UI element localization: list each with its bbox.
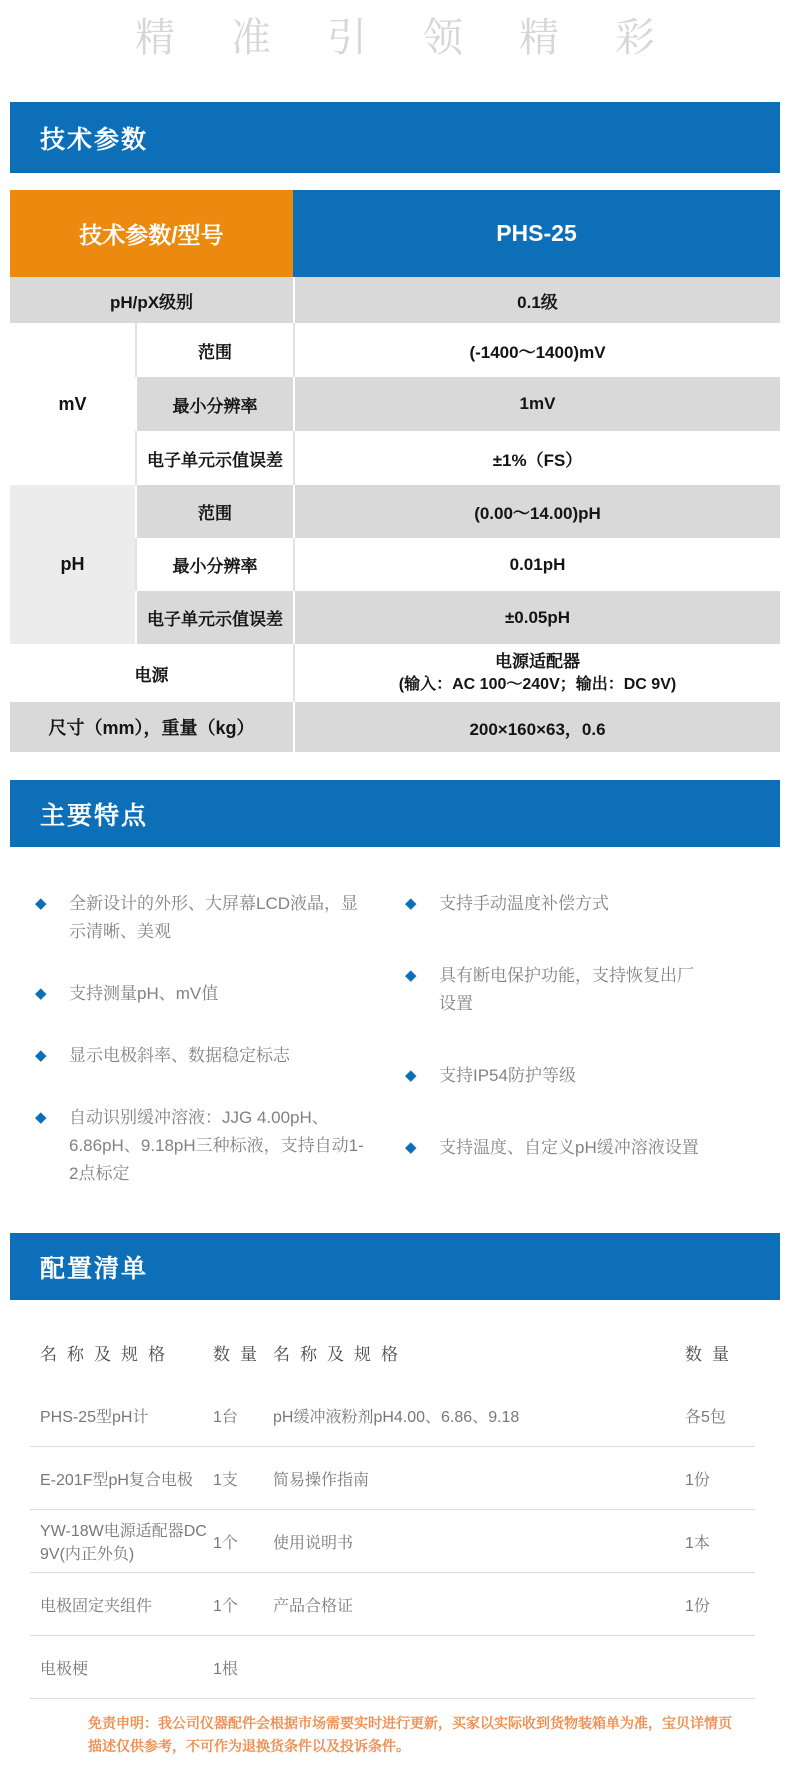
config-item-qty: 各5包 [685,1408,726,1426]
feature-text: 支持IP54防护等级 [439,1066,576,1085]
spec-sublabel: 电子单元示值误差 [135,431,293,485]
feature-text: 支持测量pH、mV值 [69,984,219,1003]
spec-value: 0.01pH [293,538,780,591]
spec-value: 1mV [293,377,780,431]
diamond-bullet-icon: ◆ [35,895,47,912]
spec-value: (0.00～14.00)pH [293,485,780,538]
spec-group-label-ph: pH [10,485,135,644]
spec-sublabel: 最小分辨率 [135,538,293,591]
config-item-name: 使用说明书 [273,1534,354,1552]
config-item-name: YW-18W电源适配器DC 9V(内正外负) [40,1523,207,1563]
spec-value: ±0.05pH [293,591,780,644]
config-item-name: PHS-25型pH计 [40,1408,149,1426]
feature-text: 全新设计的外形、大屏幕LCD液晶，显示清晰、美观 [69,894,359,941]
feature-item [35,890,365,946]
diamond-bullet-icon: ◆ [35,1047,47,1064]
feature-item [405,1134,699,1162]
config-item-name: 电极固定夹组件 [40,1597,153,1615]
features-column-right [405,890,699,1222]
power-adapter-line: 电源适配器 [495,651,580,671]
config-header-row [30,1320,755,1384]
diamond-bullet-icon: ◆ [405,1139,417,1156]
feature-item [405,890,699,918]
spec-sublabel: 范围 [135,323,293,377]
config-item-qty: 1支 [213,1471,238,1489]
watermark-slogan: 精准引领精彩 [135,16,711,60]
config-row [30,1510,755,1573]
feature-text: 自动识别缓冲溶液：JJG 4.00pH、6.86pH、9.18pH三种标液，支持自动1-2点标定 [69,1108,364,1183]
config-row [30,1384,755,1447]
feature-item [35,1042,365,1070]
config-item-qty: 1台 [213,1408,238,1426]
config-header-qty-right: 数量 [685,1344,739,1364]
config-item-qty: 1份 [685,1471,710,1489]
config-header-name-right: 名称及规格 [273,1344,408,1364]
spec-sublabel: 电子单元示值误差 [135,591,293,644]
spec-value: ±1%（FS） [293,431,780,485]
features-list [35,890,735,1222]
config-header-name-left: 名称及规格 [40,1344,175,1364]
feature-item [35,980,365,1008]
spec-value: (-1400～1400)mV [293,323,780,377]
spec-value-size-weight: 200×160×63，0.6 [293,702,780,752]
section-title: 主要特点 [40,801,149,830]
diamond-bullet-icon: ◆ [405,895,417,912]
spec-label-size-weight: 尺寸（mm），重量（kg） [10,702,293,752]
section-header-config-list [10,1233,780,1300]
spec-header-model: PHS-25 [293,190,780,277]
features-column-left [35,890,365,1222]
spec-table [10,190,780,752]
spec-sublabel: 范围 [135,485,293,538]
spec-group-label-mv: mV [10,323,135,485]
config-item-name: 电极梗 [40,1660,89,1678]
config-row [30,1636,755,1699]
config-item-qty: 1个 [213,1597,238,1615]
config-item-qty: 1根 [213,1660,238,1678]
section-header-features [10,780,780,847]
config-item-name: 简易操作指南 [273,1471,370,1489]
config-item-name: pH缓冲液粉剂pH4.00、6.86、9.18 [273,1408,520,1426]
config-item-name: E-201F型pH复合电极 [40,1471,193,1489]
config-table [30,1320,755,1699]
section-title: 配置清单 [40,1254,149,1283]
feature-text: 支持手动温度补偿方式 [439,894,609,913]
section-title: 技术参数 [40,125,149,154]
config-header-qty-left: 数量 [213,1344,267,1364]
diamond-bullet-icon: ◆ [35,1109,47,1126]
disclaimer-text: 免责申明：我公司仪器配件会根据市场需要实时进行更新，买家以实际收到货物装箱单为准，宝贝详情页描述仅供参考，不可作为退换货条件以及投诉条件。 [88,1715,732,1755]
feature-item [405,1062,699,1090]
feature-item [35,1104,365,1188]
diamond-bullet-icon: ◆ [405,967,417,984]
spec-label-ph-px-grade: pH/pX级别 [10,277,293,323]
spec-label-power: 电源 [10,644,293,702]
config-item-qty: 1份 [685,1597,710,1615]
diamond-bullet-icon: ◆ [35,985,47,1002]
spec-header-left: 技术参数/型号 [10,190,293,277]
power-io-line: (输入：AC 100～240V；输出：DC 9V) [398,675,677,693]
diamond-bullet-icon: ◆ [405,1067,417,1084]
feature-text: 支持温度、自定义pH缓冲溶液设置 [439,1138,699,1157]
config-item-name: 产品合格证 [273,1597,354,1615]
spec-value-power [293,644,780,702]
spec-sublabel: 最小分辨率 [135,377,293,431]
feature-item [405,962,699,1018]
config-item-qty: 1本 [685,1534,710,1552]
section-header-tech-params [10,102,780,173]
spec-value-ph-px-grade: 0.1级 [293,277,780,323]
config-item-qty: 1个 [213,1534,238,1552]
feature-text: 具有断电保护功能，支持恢复出厂设置 [439,966,694,1013]
config-row [30,1573,755,1636]
config-row [30,1447,755,1510]
feature-text: 显示电极斜率、数据稳定标志 [69,1046,290,1065]
